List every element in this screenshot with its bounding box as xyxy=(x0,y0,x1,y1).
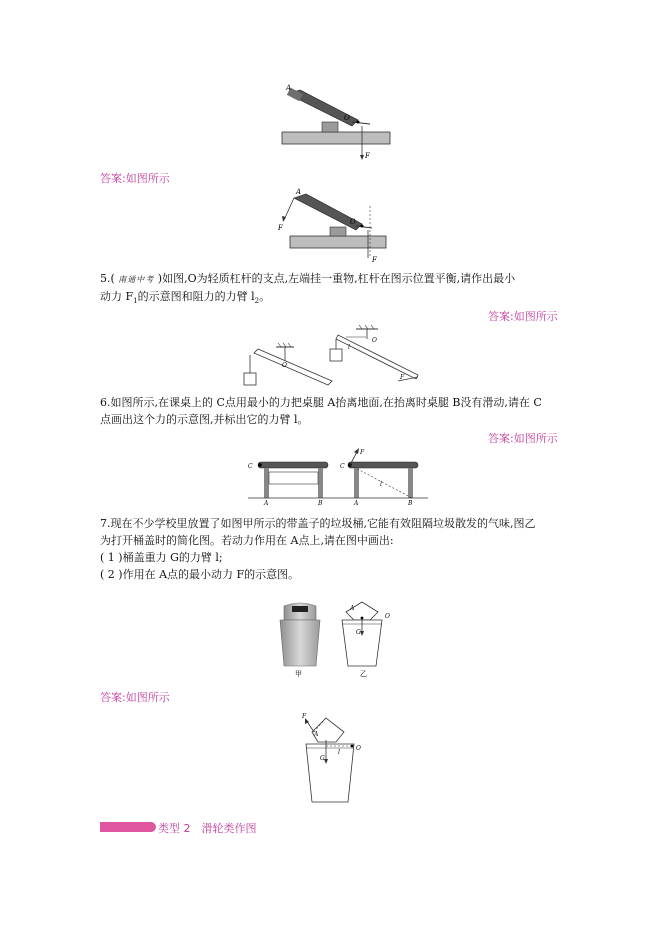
label-F1: F xyxy=(400,374,405,381)
section-marker-bar xyxy=(100,822,156,832)
label-F1: F xyxy=(278,224,283,232)
label-F: F xyxy=(360,449,365,456)
label-C: C xyxy=(248,463,253,470)
label-A: A xyxy=(286,84,292,92)
q6-desk-figure xyxy=(244,446,430,506)
label-l2: l xyxy=(348,344,350,351)
answer-label-2: 答案:如图所示 xyxy=(488,310,558,323)
q6-line1: 6.如图所示,在课桌上的 C点用最小的力把桌腿 A抬离地面,在抬离时桌腿 B没有滑动,请在 C xyxy=(100,396,542,409)
label-jia: 甲 xyxy=(295,670,302,678)
label-O: O xyxy=(350,218,356,226)
q7-answer-figure xyxy=(296,710,372,806)
label-A: A xyxy=(354,500,359,506)
q7-trashcan-figure xyxy=(270,598,400,680)
label-F: F xyxy=(302,713,307,720)
q7-line2: 为打开桶盖时的简化图。若动力作用在 A点上,请在图中画出: xyxy=(100,534,394,547)
label-F2: F xyxy=(372,256,377,264)
answer-label-4: 答案:如图所示 xyxy=(100,691,170,704)
label-C: C xyxy=(340,463,345,470)
section-title: 类型 2 滑轮类作图 xyxy=(158,822,257,835)
label-A: A xyxy=(264,500,269,506)
q5-line2: 动力 $F_1$的示意图和阻力的力臂 $l_2$。 xyxy=(100,290,271,306)
q5-line1: 5.( 南通中考 )如图,O为轻质杠杆的支点,左端挂一重物,杠杆在图示位置平衡,请作出最小 xyxy=(100,272,516,285)
label-A: A xyxy=(314,731,319,738)
label-A: A xyxy=(350,605,355,612)
label-B: B xyxy=(408,500,413,506)
q7-item2: ( 2 )作用在 A点的最小动力 F的示意图。 xyxy=(100,568,300,581)
label-yi: 乙 xyxy=(360,670,367,678)
q5-lever-figure xyxy=(232,325,432,391)
q7-line1: 7.现在不少学校里放置了如图甲所示的带盖子的垃圾桶,它能有效阻隔垃圾散发的气味,图乙 xyxy=(100,517,536,530)
stapler-lever-figure xyxy=(278,82,398,164)
label-O: O xyxy=(344,114,350,122)
label-l: l xyxy=(380,481,382,488)
label-G: G xyxy=(320,755,325,762)
q7-item1: ( 1 )桶盖重力 G的力臂 l; xyxy=(100,551,223,564)
label-O: O xyxy=(282,362,287,369)
q6-line2: 点画出这个力的示意图,并标出它的力臂 l。 xyxy=(100,413,309,426)
label-O: O xyxy=(372,337,377,344)
label-l: l xyxy=(338,749,340,756)
label-A: A xyxy=(296,188,302,196)
label-O: O xyxy=(385,613,390,620)
label-G: G xyxy=(356,629,361,636)
label-F2: F xyxy=(365,152,370,160)
stapler-answer-figure xyxy=(276,186,396,266)
label-O: O xyxy=(356,745,361,752)
answer-label-1: 答案:如图所示 xyxy=(100,172,170,185)
q5-source: 南通中考 xyxy=(118,275,155,284)
label-B: B xyxy=(318,500,323,506)
answer-label-3: 答案:如图所示 xyxy=(488,432,558,445)
